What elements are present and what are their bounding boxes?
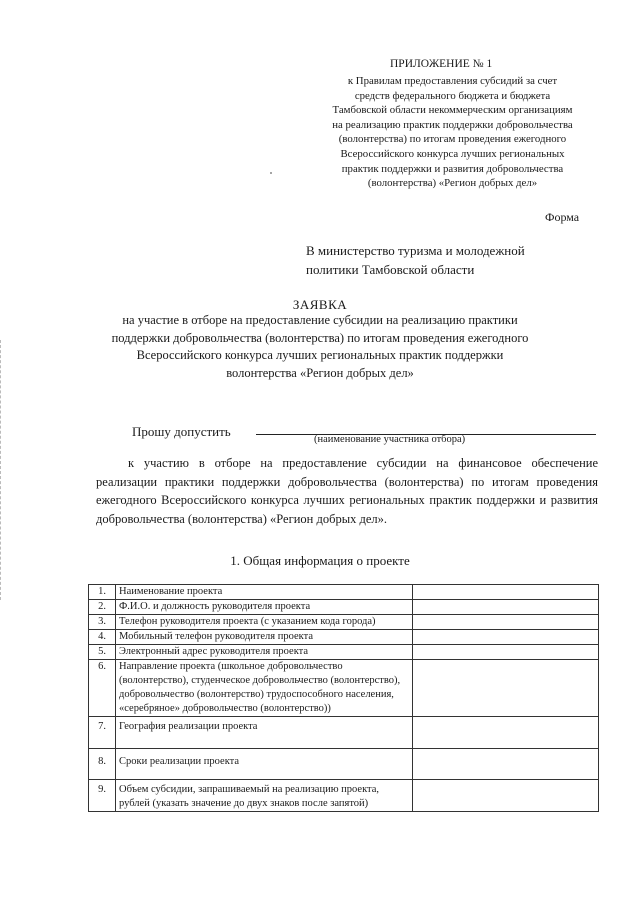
row-label: Мобильный телефон руководителя проекта: [116, 630, 413, 645]
row-label: Телефон руководителя проекта (с указанием кода города): [116, 615, 413, 630]
subtitle-line: поддержки добровольчества (волонтерства) по итогам проведения ежегодного: [111, 330, 529, 345]
row-number: 2.: [89, 600, 116, 615]
row-value-cell[interactable]: [413, 585, 599, 600]
subtitle-line: Всероссийского конкурса лучших региональных практик поддержки: [136, 348, 504, 362]
document-title: ЗАЯВКА: [292, 297, 348, 312]
row-number: 5.: [89, 645, 116, 660]
subtitle-line: волонтерства «Регион добрых дел»: [226, 365, 414, 380]
row-number: 6.: [89, 660, 116, 717]
appendix-line: практик поддержки и развития добровольчества: [341, 162, 564, 175]
table-row: [89, 717, 599, 749]
table-row: [89, 749, 599, 780]
row-label: Направление проекта (школьное добровольчество (волонтерство), студенческое добровольчество (волонтерство), добровольчество (волонтерство) трудоспособного населения, «серебряное» добровольчество (волонтерство)): [116, 660, 413, 717]
addressee-line: В министерство туризма и молодежной: [306, 243, 525, 258]
row-number: 3.: [89, 615, 116, 630]
appendix-title: ПРИЛОЖЕНИЕ № 1: [390, 58, 493, 70]
row-number: 1.: [89, 585, 116, 600]
appendix-line: (волонтерства) по итогам проведения ежегодного: [338, 133, 567, 146]
table-row: [89, 660, 599, 717]
appendix-line: к Правилам предоставления субсидий за счет: [347, 75, 558, 87]
table-row: [89, 585, 599, 600]
table-row: [89, 615, 599, 630]
row-number: 8.: [89, 749, 116, 780]
appendix-line: Тамбовской области некоммерческим организациям: [332, 104, 573, 117]
scan-dot: [270, 172, 272, 174]
appendix-line: на реализацию практик поддержки добровольчества: [332, 118, 573, 131]
row-value-cell[interactable]: [413, 660, 599, 717]
row-value-cell[interactable]: [413, 645, 599, 660]
form-label: Форма: [545, 210, 580, 224]
row-label: Электронный адрес руководителя проекта: [116, 645, 413, 660]
appendix-body: [300, 74, 605, 191]
row-label: Наименование проекта: [116, 585, 413, 600]
row-label: Ф.И.О. и должность руководителя проекта: [116, 600, 413, 615]
row-label: География реализации проекта: [116, 717, 413, 749]
document-subtitle: [95, 312, 545, 382]
scan-edge-mark: [0, 340, 3, 600]
row-value-cell[interactable]: [413, 717, 599, 749]
row-value-cell[interactable]: [413, 749, 599, 780]
row-number: 7.: [89, 717, 116, 749]
appendix-line: (волонтерства) «Регион добрых дел»: [367, 177, 538, 190]
addressee-line: политики Тамбовской области: [306, 262, 475, 277]
row-value-cell[interactable]: [413, 600, 599, 615]
table-row: [89, 630, 599, 645]
section-title: 1. Общая информация о проекте: [230, 553, 410, 568]
row-number: 9.: [89, 780, 116, 812]
appendix-line: средств федерального бюджета и бюджета: [354, 89, 551, 102]
appendix-line: Всероссийского конкурса лучших региональных: [340, 147, 565, 160]
table-row: [89, 780, 599, 812]
row-value-cell[interactable]: [413, 630, 599, 645]
row-value-cell[interactable]: [413, 615, 599, 630]
table-row: [89, 645, 599, 660]
request-label: Прошу допустить: [132, 424, 231, 439]
project-info-table: [88, 584, 599, 812]
participant-name-caption: (наименование участника отбора): [314, 434, 466, 445]
subtitle-line: на участие в отборе на предоставление субсидии на реализацию практики: [122, 313, 518, 327]
request-body: к участию в отборе на предоставление субсидии на финансовое обеспечение реализации практики поддержки добровольчества (волонтерства) по итогам проведения ежегодного Всероссийского конкурса лучших региональных практик поддержки и развития добровольчества (волонтерства) «Регион добрых дел».: [96, 456, 598, 526]
addressee: [306, 241, 596, 279]
row-label: Сроки реализации проекта: [116, 749, 413, 780]
row-label: Объем субсидии, запрашиваемый на реализацию проекта, рублей (указать значение до двух знаков после запятой): [116, 780, 413, 812]
row-number: 4.: [89, 630, 116, 645]
table-row: [89, 600, 599, 615]
row-value-cell[interactable]: [413, 780, 599, 812]
